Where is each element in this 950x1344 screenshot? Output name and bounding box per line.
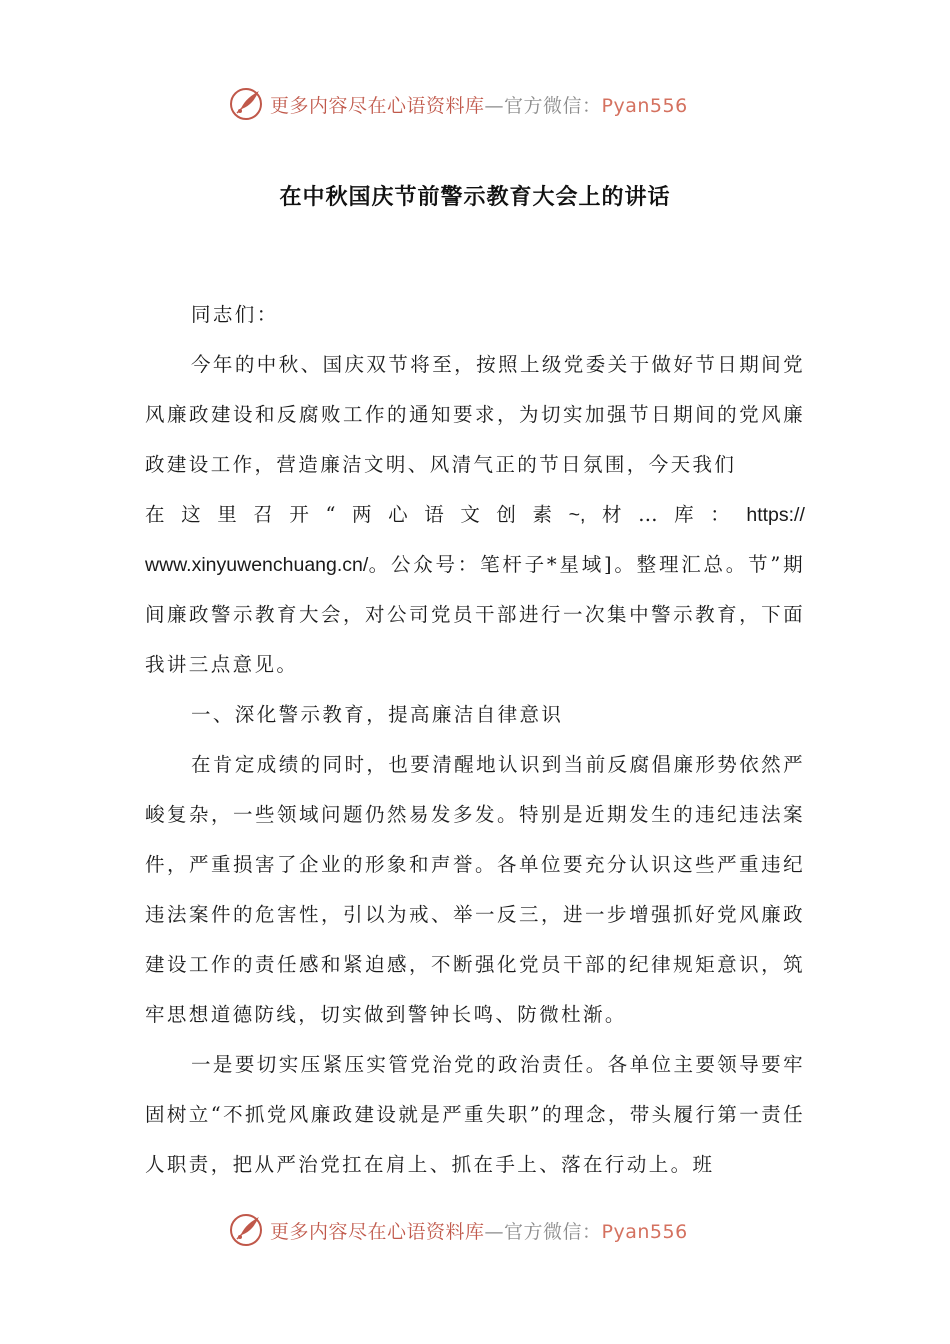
document-title: 在中秋国庆节前警示教育大会上的讲话 xyxy=(279,185,671,210)
spread-url-start: https:// xyxy=(746,504,805,526)
spread-char: 召 xyxy=(253,503,273,526)
spread-char: ~, xyxy=(568,504,586,526)
quill-logo-icon xyxy=(228,86,264,122)
spread-char: 开 xyxy=(289,503,309,526)
paragraph-intro-a: 今年的中秋、国庆双节将至，按照上级党委关于做好节日期间党风廉政建设和反腐败工作的通知要求，为切实加强节日期间的党风廉政建设工作，营造廉洁文明、风清气正的节日氛围，今天我们 xyxy=(145,353,805,476)
spread-char: 这 xyxy=(181,503,201,526)
salutation: 同志们： xyxy=(191,303,279,326)
spread-char: 语 xyxy=(424,503,444,526)
spread-line xyxy=(145,490,805,540)
spread-char: ： xyxy=(710,503,730,526)
watermark-text: 更多内容尽在心语资料库—官方微信：Pyan556 xyxy=(270,94,688,117)
spread-char: 库 xyxy=(674,503,694,526)
spread-char: 里 xyxy=(217,503,237,526)
spread-char: 文 xyxy=(460,503,480,526)
spread-char: 素 xyxy=(532,503,553,526)
spread-char: 两 xyxy=(352,503,372,526)
spread-char: … xyxy=(638,503,658,526)
quill-logo-icon xyxy=(228,1212,264,1248)
document-body xyxy=(145,290,805,1190)
spread-char: “ xyxy=(325,503,336,526)
watermark-text: 更多内容尽在心语资料库—官方微信：Pyan556 xyxy=(270,1220,688,1243)
watermark-banner-bottom xyxy=(228,1210,688,1250)
paragraph-2: 在肯定成绩的同时，也要清醒地认识到当前反腐倡廉形势依然严峻复杂，一些领域问题仍然易发多发。特别是近期发生的违纪违法案件，严重损害了企业的形象和声誉。各单位要充分认识这些严重违纪违法案件的危害性，引以为戒、举一反三，进一步增强抓好党风廉政建设工作的责任感和紧迫感，不断强化党员干部的纪律规矩意识，筑牢思想道德防线，切实做到警钟长鸣、防微杜渐。 xyxy=(145,753,805,1026)
paragraph-intro-b-text: 。公众号：笔杆子*星域]。整理汇总。节”期间廉政警示教育大会，对公司党员干部进行一次集中警示教育，下面我讲三点意见。 xyxy=(145,553,805,676)
spread-char: 材 xyxy=(601,503,622,526)
spread-char: 在 xyxy=(145,503,165,526)
spread-char: 心 xyxy=(388,503,408,526)
watermark-banner-top xyxy=(228,84,688,124)
paragraph-intro-b xyxy=(145,540,805,690)
spread-char: 创 xyxy=(496,503,516,526)
section-heading-1: 一、深化警示教育，提高廉洁自律意识 xyxy=(191,703,564,726)
paragraph-3: 一是要切实压紧压实管党治党的政治责任。各单位主要领导要牢固树立“不抓党风廉政建设就是严重失职”的理念，带头履行第一责任人职责，把从严治党扛在肩上、抓在手上、落在行动上。班 xyxy=(145,1053,805,1176)
url-text: www.xinyuwenchuang.cn/ xyxy=(145,554,369,576)
